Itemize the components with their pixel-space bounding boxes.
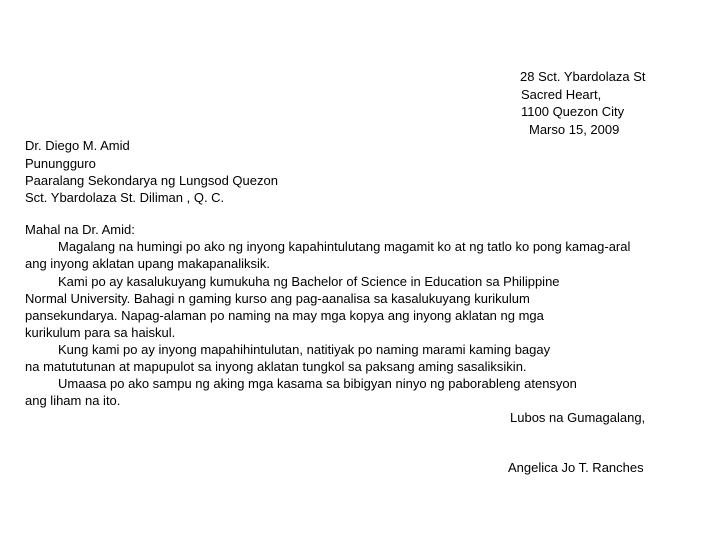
body-line: ang inyong aklatan upang makapanaliksik. (25, 256, 271, 271)
body-line: pansekundarya. Napag-alaman po naming na may mga kopya ang inyong aklatan ng mga (25, 308, 544, 323)
sender-street: 28 Sct. Ybardolaza St (520, 69, 646, 84)
sender-city: 1100 Quezon City (521, 104, 625, 119)
salutation: Mahal na Dr. Amid: (25, 222, 135, 237)
body-line: Umaasa po ako sampu ng aking mga kasama sa bibigyan ninyo ng paborableng atensyon (58, 376, 577, 391)
signature-name: Angelica Jo T. Ranches (508, 460, 644, 475)
letter-date: Marso 15, 2009 (529, 122, 620, 137)
body-line: kurikulum para sa haiskul. (25, 325, 176, 340)
closing: Lubos na Gumagalang, (510, 410, 646, 425)
body-line: na matututunan at mapupulot sa inyong aklatan tungkol sa paksang aming sasaliksikin. (25, 359, 527, 374)
body-line: Kung kami po ay inyong mapahihintulutan, natitiyak po naming marami kaming bagay (58, 342, 551, 357)
body-line: Normal University. Bahagi n gaming kurso ang pag-aanalisa sa kasalukuyang kurikulum (25, 291, 530, 306)
recipient-school: Paaralang Sekondarya ng Lungsod Quezon (25, 173, 278, 188)
body-line: Magalang na humingi po ako ng inyong kapahintulutang magamit ko at ng tatlo ko pong kamag-aral (58, 239, 631, 254)
recipient-name: Dr. Diego M. Amid (25, 138, 130, 153)
sender-district: Sacred Heart, (521, 87, 602, 102)
recipient-address: Sct. Ybardolaza St. Diliman , Q. C. (25, 190, 225, 205)
body-line: Kami po ay kasalukuyang kumukuha ng Bachelor of Science in Education sa Philippine (58, 274, 560, 289)
recipient-title: Punungguro (25, 156, 96, 171)
body-line: ang liham na ito. (25, 393, 121, 408)
